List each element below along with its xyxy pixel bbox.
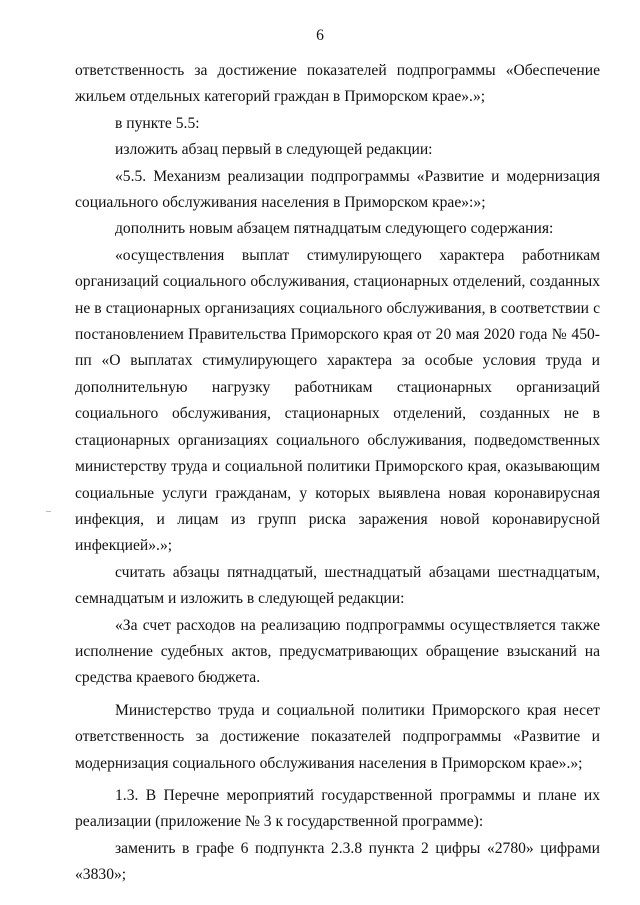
paragraph-instruction-replace-figures: заменить в графе 6 подпункта 2.3.8 пункта 2 цифры «2780» цифрами «3830»; <box>75 839 600 884</box>
paragraph-item-5-5: в пункте 5.5: <box>115 114 200 132</box>
paragraph-instruction-add-fifteenth: дополнить новым абзацем пятнадцатым следующего содержания: <box>115 220 554 238</box>
scan-mark <box>46 511 51 512</box>
paragraph-quote-ministry: Министерство труда и социальной политики Приморского края несет ответственность за достижение показателей подпрограммы «Развитие и модернизация социального обслуживания населения в Приморском крае».»; <box>75 701 600 772</box>
paragraph-quote-mechanism: «5.5. Механизм реализации подпрограммы «Развитие и модернизация социального обслуживания населения в Приморском крае»:»; <box>75 167 600 212</box>
paragraph-continuation: ответственность за достижение показателей подпрограммы «Обеспечение жильем отдельных категорий граждан в Приморском крае».»; <box>75 62 600 106</box>
paragraph-instruction-renumber: считать абзацы пятнадцатый, шестнадцатый абзацами шестнадцатым, семнадцатым и изложить в следующей редакции: <box>75 563 600 608</box>
paragraph-quote-expenses: «За счет расходов на реализацию подпрограммы осуществляется также исполнение судебных актов, предусматривающих обращение взысканий на средства краевого бюджета. <box>75 616 600 687</box>
paragraph-section-1-3: 1.3. В Перечне мероприятий государственной программы и плане их реализации (приложение № 3 к государственной программе): <box>75 786 600 831</box>
document-body <box>75 58 600 889</box>
paragraph-quote-payments: «осуществления выплат стимулирующего характера работникам организаций социального обслуживания, стационарных отделений, созданных не в стационарных организациях социального обслуживания, в соответствии с постановлением Правительства Приморского края от 20 мая 2020 года № 450-пп «О выплатах стимулирующего характера за особые условия труда и дополнительную нагрузку работникам стационарных организаций социального обслуживания, стационарных отделений, созданных не в стационарных организациях социального обслуживания, подведомственных министерству труда и социальной политики Приморского края, оказывающим социальные услуги гражданам, у которых выявлена новая коронавирусная инфекция, и лицам из групп риска заражения новой коронавирусной инфекцией».»; <box>75 246 600 555</box>
paragraph-instruction-set-first: изложить абзац первый в следующей редакции: <box>115 141 433 159</box>
page-number: 6 <box>316 27 324 44</box>
